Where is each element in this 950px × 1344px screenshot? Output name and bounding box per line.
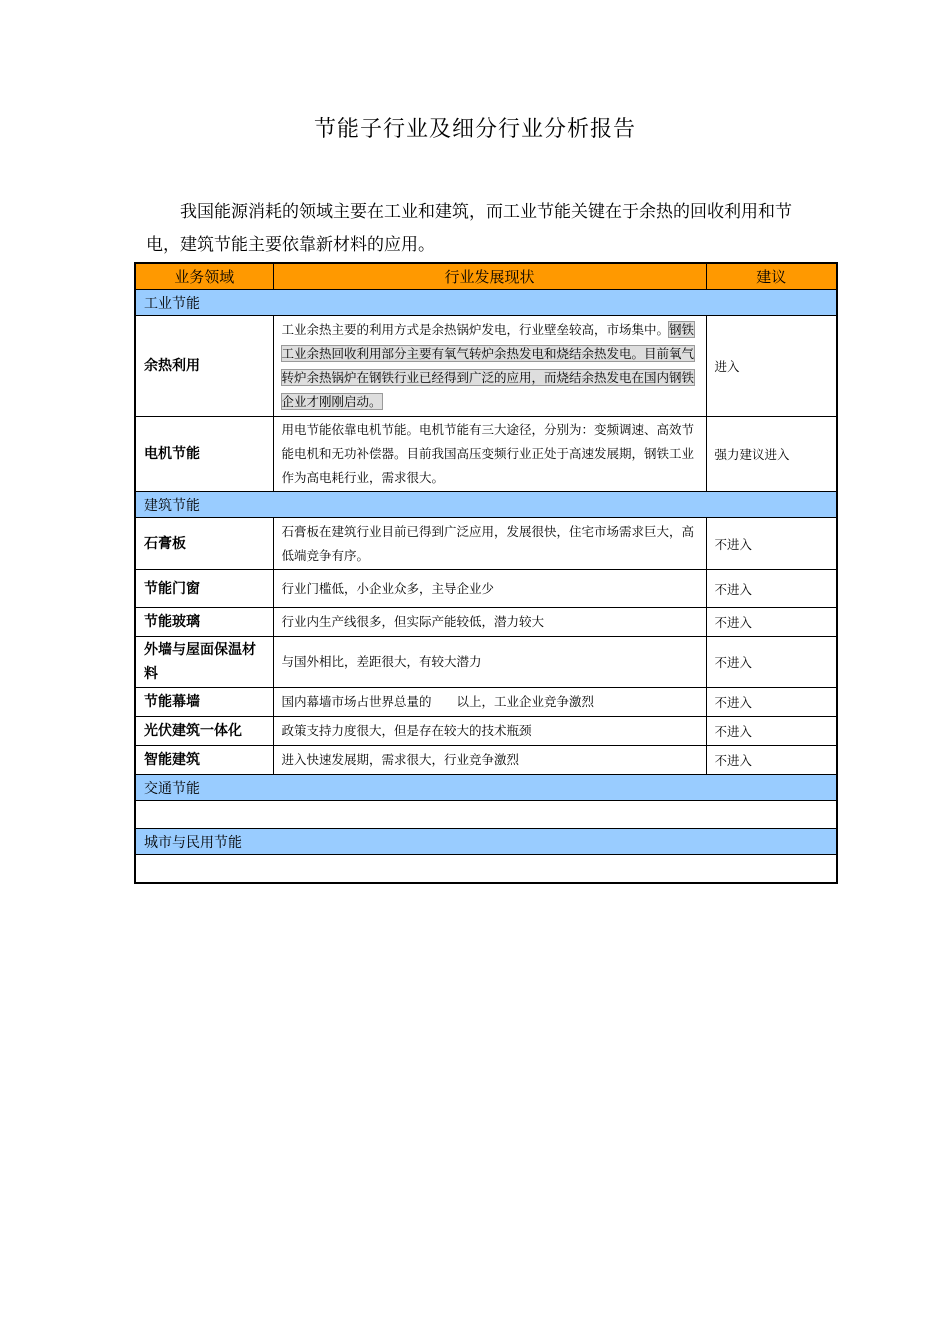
area-cell: 节能门窗 xyxy=(135,570,273,608)
analysis-table xyxy=(134,262,838,884)
advice-cell: 不进入 xyxy=(706,518,837,570)
table-row xyxy=(135,688,837,717)
table-row xyxy=(135,637,837,688)
area-cell: 节能玻璃 xyxy=(135,608,273,637)
status-text: 工业余热主要的利用方式是余热锅炉发电，行业壁垒较高，市场集中。 xyxy=(281,322,670,337)
section-row-industry xyxy=(135,290,837,316)
section-row-transport xyxy=(135,775,837,801)
status-cell: 行业内生产线很多，但实际产能较低，潜力较大 xyxy=(273,608,706,637)
section-label: 交通节能 xyxy=(135,775,837,801)
table-row xyxy=(135,417,837,492)
advice-cell: 进入 xyxy=(706,316,837,417)
section-label: 建筑节能 xyxy=(135,492,837,518)
area-cell: 外墙与屋面保温材料 xyxy=(135,637,273,688)
table-row xyxy=(135,746,837,775)
table-row xyxy=(135,717,837,746)
status-cell: 国内幕墙市场占世界总量的 以上，工业企业竞争激烈 xyxy=(273,688,706,717)
empty-cell xyxy=(135,801,837,829)
area-cell: 余热利用 xyxy=(135,316,273,417)
advice-cell: 不进入 xyxy=(706,608,837,637)
empty-cell xyxy=(135,855,837,884)
section-row-civil xyxy=(135,829,837,855)
status-cell: 政策支持力度很大，但是存在较大的技术瓶颈 xyxy=(273,717,706,746)
status-cell: 用电节能依靠电机节能。电机节能有三大途径，分别为：变频调速、高效节能电机和无功补偿器。目前我国高压变频行业正处于高速发展期，钢铁工业作为高电耗行业，需求很大。 xyxy=(273,417,706,492)
advice-cell: 不进入 xyxy=(706,637,837,688)
status-cell xyxy=(273,316,706,417)
table-row xyxy=(135,518,837,570)
status-highlight-text: 钢铁工业余热回收利用部分主要有氧气转炉余热发电和烧结余热发电。目前氧气转炉余热锅炉在钢铁行业已经得到广泛的应用，而烧结余热发电在国内钢铁企业才刚刚启动。 xyxy=(281,322,695,409)
header-advice: 建议 xyxy=(706,263,837,290)
area-cell: 电机节能 xyxy=(135,417,273,492)
table-row xyxy=(135,608,837,637)
advice-cell: 不进入 xyxy=(706,688,837,717)
header-status: 行业发展现状 xyxy=(273,263,706,290)
status-cell: 进入快速发展期，需求很大，行业竞争激烈 xyxy=(273,746,706,775)
table-row xyxy=(135,570,837,608)
page-title: 节能子行业及细分行业分析报告 xyxy=(313,117,636,142)
advice-cell: 不进入 xyxy=(706,570,837,608)
intro-paragraph: 我国能源消耗的领域主要在工业和建筑，而工业节能关键在于余热的回收利用和节电，建筑节能主要依靠新材料的应用。 xyxy=(146,202,792,255)
section-label: 工业节能 xyxy=(135,290,837,316)
status-cell: 行业门槛低，小企业众多，主导企业少 xyxy=(273,570,706,608)
table-header-row xyxy=(135,263,837,290)
area-cell: 智能建筑 xyxy=(135,746,273,775)
area-cell: 节能幕墙 xyxy=(135,688,273,717)
section-row-building xyxy=(135,492,837,518)
area-cell: 石膏板 xyxy=(135,518,273,570)
empty-row xyxy=(135,855,837,884)
section-label: 城市与民用节能 xyxy=(135,829,837,855)
header-area: 业务领域 xyxy=(135,263,273,290)
advice-cell: 不进入 xyxy=(706,717,837,746)
empty-row xyxy=(135,801,837,829)
table-row xyxy=(135,316,837,417)
advice-cell: 不进入 xyxy=(706,746,837,775)
status-cell: 与国外相比，差距很大，有较大潜力 xyxy=(273,637,706,688)
advice-cell: 强力建议进入 xyxy=(706,417,837,492)
status-cell: 石膏板在建筑行业目前已得到广泛应用，发展很快，住宅市场需求巨大，高低端竞争有序。 xyxy=(273,518,706,570)
area-cell: 光伏建筑一体化 xyxy=(135,717,273,746)
